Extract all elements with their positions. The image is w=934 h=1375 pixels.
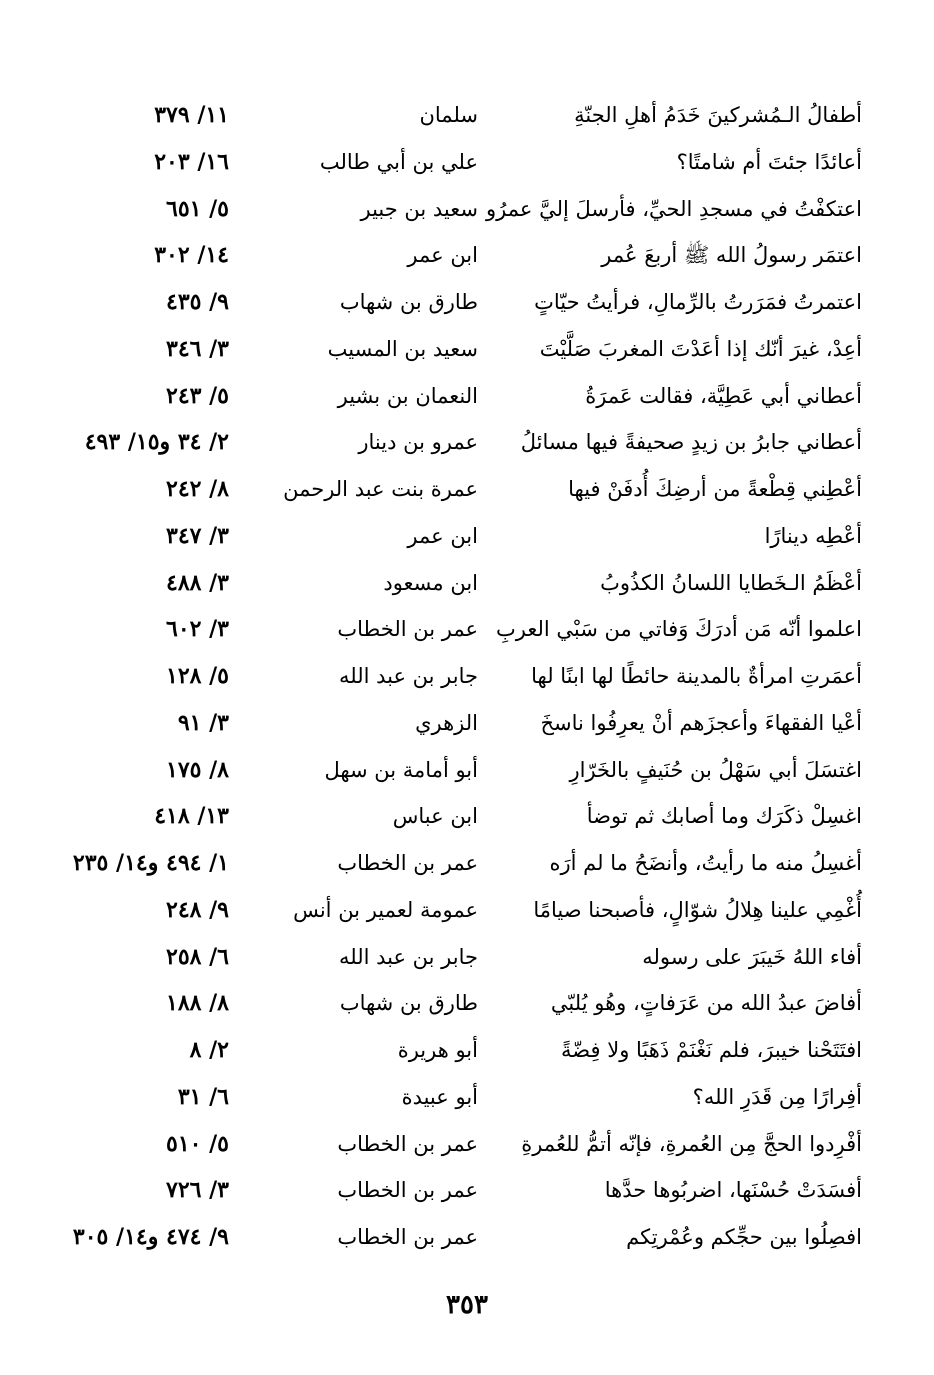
- narrator-name: عمومة لعمير بن أنس: [293, 897, 478, 922]
- narrator-name: أبو أمامة بن سهل: [324, 757, 478, 782]
- index-row: [0, 279, 934, 326]
- volume-page-reference: ٨/ ١٨٨: [166, 990, 229, 1017]
- index-row: [0, 1167, 934, 1214]
- narrator-name: أبو هريرة: [397, 1038, 478, 1062]
- index-row: [0, 934, 934, 981]
- index-row: [0, 1074, 934, 1121]
- hadith-text: أعْطِني قِطْعةً من أرضِكَ أُدفَنْ فيها: [568, 477, 862, 501]
- volume-page-reference: ٩/ ٤٣٥: [166, 289, 229, 315]
- index-row: [0, 700, 934, 747]
- hadith-text: اعلموا أنّه مَن أدرَكَ وَفاتي من سَبْي العربِ: [496, 617, 862, 642]
- narrator-name: عمرة بنت عبد الرحمن: [283, 477, 478, 501]
- hadith-text: أعْيا الفقهاءَ وأعجزَهم أنْ يعرِفُوا ناسخَ: [540, 710, 862, 735]
- hadith-text: أغسِلُ منه ما رأيتُ، وأنضَحُ ما لم أرَه: [549, 851, 862, 875]
- hadith-text: اغتسَلَ أبي سَهْلُ بن حُنَيفٍ بالخَرّارِ: [569, 757, 862, 782]
- volume-page-reference: ٥/ ١٢٨: [166, 663, 229, 689]
- narrator-name: سعيد بن المسيب: [327, 336, 478, 361]
- hadith-text: أعْطِه دينارًا: [764, 523, 862, 548]
- index-row: [0, 139, 934, 186]
- index-row: [0, 747, 934, 794]
- index-row: [0, 1027, 934, 1074]
- hadith-text: اغسِلْ ذكَرَك وما أصابك ثم توضأ: [586, 804, 862, 829]
- page-number: ٣٥٣: [446, 1290, 488, 1320]
- hadith-text: اعتكفْتُ في مسجدِ الحيِّ، فأرسلَ إليَّ عمرُو: [486, 196, 862, 221]
- volume-page-reference: ٣/ ٦٠٢: [166, 616, 229, 643]
- narrator-name: النعمان بن بشير: [337, 383, 478, 408]
- volume-page-reference: ٣/ ٣٤٦: [166, 335, 229, 362]
- hadith-text: أفْرِدوا الحجَّ مِن العُمرةِ، فإنّه أتمُّ للعُمرةِ: [521, 1131, 862, 1156]
- index-row: [0, 980, 934, 1027]
- narrator-name: علي بن أبي طالب: [319, 149, 478, 174]
- index-row: [0, 887, 934, 934]
- hadith-text: أعطاني أبي عَطِيَّة، فقالت عَمرَةُ: [585, 383, 862, 408]
- narrator-name: عمر بن الخطاب: [337, 617, 478, 642]
- narrator-name: عمر بن الخطاب: [337, 1225, 478, 1249]
- narrator-name: عمرو بن دينار: [358, 430, 478, 455]
- hadith-text: أفِرارًا مِن قَدَرِ الله؟: [692, 1084, 862, 1109]
- volume-page-reference: ١٣/ ٤١٨: [154, 803, 229, 830]
- index-row: [0, 186, 934, 233]
- hadith-text: أفسَدَتْ حُسْنَها، اضربُوها حدَّها: [604, 1178, 862, 1203]
- volume-page-reference: ١/ ٤٩٤ و١٤/ ٢٣٥: [72, 850, 229, 876]
- hadith-text: افتَتَحْنا خيبرَ، فلم نَغْنَمْ ذَهَبًا ولا فِضّةً: [561, 1038, 862, 1062]
- index-row: [0, 840, 934, 887]
- hadith-text: أعِدْ، غيرَ أنّك إذا أعَدْتَ المغربَ صَلَّيْتَ: [539, 336, 862, 361]
- volume-page-reference: ٦/ ٣١: [177, 1083, 229, 1110]
- volume-page-reference: ٢/ ٣٤ و١٥/ ٤٩٣: [84, 429, 229, 456]
- index-row: [0, 1121, 934, 1168]
- index-row: [0, 513, 934, 560]
- volume-page-reference: ٩/ ٢٤٨: [166, 896, 229, 923]
- narrator-name: سلمان: [419, 103, 478, 127]
- volume-page-reference: ٦/ ٢٥٨: [166, 943, 229, 970]
- narrator-name: عمر بن الخطاب: [337, 1131, 478, 1156]
- volume-page-reference: ١٦/ ٢٠٣: [154, 148, 229, 175]
- hadith-text: أفاضَ عبدُ الله من عَرَفاتٍ، وهُو يُلبّي: [550, 991, 862, 1016]
- index-row: [0, 606, 934, 653]
- index-row: [0, 560, 934, 607]
- hadith-text: أعمَرتِ امرأةٌ بالمدينة حائطًا لها ابنًا لها: [531, 664, 862, 688]
- narrator-name: طارق بن شهاب: [339, 290, 478, 314]
- hadith-text: أعائدًا جئتَ أم شامتًا؟: [676, 149, 862, 174]
- volume-page-reference: ٨/ ١٧٥: [166, 756, 229, 783]
- narrator-name: عمر بن الخطاب: [337, 851, 478, 875]
- volume-page-reference: ٥/ ٢٤٣: [166, 382, 229, 409]
- volume-page-reference: ١٤/ ٣٠٢: [154, 242, 229, 269]
- index-row: [0, 373, 934, 420]
- hadith-text: أعطاني جابرُ بن زيدٍ صحيفةً فيها مسائلُ: [520, 430, 862, 455]
- hadith-index-table: [0, 92, 934, 1261]
- volume-page-reference: ٣/ ٣٤٧: [166, 522, 229, 549]
- hadith-text: أفاء اللهُ خَيبَرَ على رسوله: [642, 944, 862, 969]
- hadith-text: أُغْمِي علينا هِلالُ شوّالٍ، فأصبحنا صيامًا: [533, 897, 862, 922]
- volume-page-reference: ٣/ ٤٨٨: [166, 569, 229, 596]
- narrator-name: ابن مسعود: [383, 570, 478, 595]
- volume-page-reference: ٢/ ٨: [189, 1037, 229, 1063]
- hadith-text: اعتمَر رسولُ الله ﷺ أربعَ عُمر: [601, 243, 862, 268]
- volume-page-reference: ٥/ ٦٥١: [166, 195, 229, 222]
- narrator-name: جابر بن عبد الله: [338, 944, 478, 969]
- narrator-name: جابر بن عبد الله: [338, 664, 478, 688]
- narrator-name: ابن عمر: [407, 523, 478, 548]
- index-row: [0, 92, 934, 139]
- volume-page-reference: ١١/ ٣٧٩: [154, 102, 229, 128]
- narrator-name: عمر بن الخطاب: [337, 1178, 478, 1203]
- index-row: [0, 653, 934, 700]
- volume-page-reference: ٣/ ٩١: [177, 709, 229, 736]
- narrator-name: طارق بن شهاب: [339, 991, 478, 1016]
- index-row: [0, 232, 934, 279]
- volume-page-reference: ٣/ ٧٢٦: [166, 1177, 229, 1204]
- hadith-text: افصِلُوا بين حجِّكم وعُمْرتِكم: [626, 1225, 862, 1249]
- index-row: [0, 466, 934, 513]
- narrator-name: ابن عباس: [392, 804, 478, 829]
- volume-page-reference: ٥/ ٥١٠: [166, 1130, 229, 1157]
- hadith-text: أطفالُ الـمُشركينَ خَدَمُ أهلِ الجنّةِ: [574, 103, 862, 127]
- index-row: [0, 326, 934, 373]
- index-row: [0, 1214, 934, 1261]
- volume-page-reference: ٩/ ٤٧٤ و١٤/ ٣٠٥: [72, 1224, 229, 1250]
- index-row: [0, 793, 934, 840]
- hadith-text: أعْظَمُ الـخَطايا اللسانُ الكذُوبُ: [600, 570, 862, 595]
- narrator-name: الزهري: [415, 710, 478, 735]
- volume-page-reference: ٨/ ٢٤٢: [166, 476, 229, 502]
- hadith-text: اعتمرتُ فمَرَرتُ بالرِّمالِ، فرأيتُ حيّاتٍ: [534, 290, 862, 314]
- narrator-name: سعيد بن جبير: [360, 196, 478, 221]
- narrator-name: ابن عمر: [407, 243, 478, 268]
- index-row: [0, 419, 934, 466]
- narrator-name: أبو عبيدة: [401, 1084, 478, 1109]
